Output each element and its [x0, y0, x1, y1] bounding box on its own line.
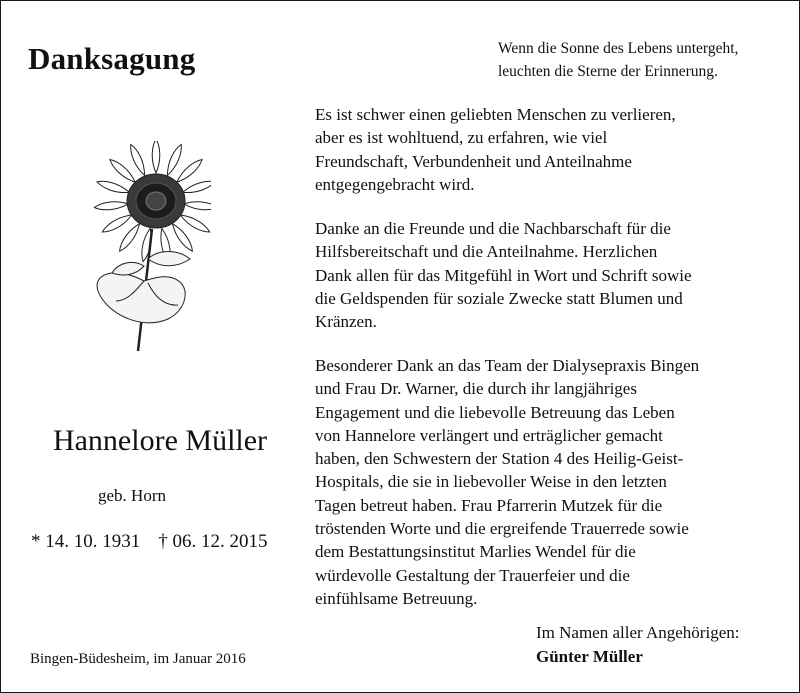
life-dates — [31, 531, 268, 553]
text-line: Hospitals, die sie in liebevoller Weise in den letzten — [315, 472, 667, 492]
text-line: Besonderer Dank an das Team der Dialysepraxis Bingen — [315, 356, 700, 375]
closing-line: Im Namen aller Angehörigen: — [536, 623, 740, 642]
text-line: dem Bestattungsinstitut Marlies Wendel für die — [315, 542, 636, 562]
text-line: haben, den Schwestern der Station 4 des Heilig-Geist- — [315, 449, 684, 469]
text-line: tröstenden Worte und die ergreifende Trauerrede sowie — [315, 519, 689, 539]
text-line: Danke an die Freunde und die Nachbarschaft für die — [315, 219, 671, 238]
birth-date: * 14. 10. 1931 — [31, 531, 141, 552]
motto-line: Wenn die Sonne des Lebens untergeht, — [498, 40, 739, 57]
paragraph-3 — [315, 354, 785, 610]
death-date: † 06. 12. 2015 — [158, 531, 268, 552]
motto — [498, 37, 788, 83]
text-line: Engagement und die liebevolle Betreuung das Leben — [315, 402, 675, 422]
text-line: Hilfsbereitschaft und die Anteilnahme. Herzlichen — [315, 242, 658, 262]
signature: Günter Müller — [536, 647, 643, 666]
closing — [536, 621, 739, 669]
text-line: würdevolle Gestaltung der Trauerfeier und die — [315, 565, 630, 585]
paragraph-1 — [315, 103, 785, 196]
text-line: Es ist schwer einen geliebten Menschen zu verlieren, — [315, 105, 676, 124]
birth-name: geb. Horn — [98, 486, 166, 505]
text-line: Tagen betreut haben. Frau Pfarrerin Mutzek für die — [315, 495, 663, 515]
text-line: und Frau Dr. Warner, die durch ihr langjähriges — [315, 379, 637, 399]
text-line: die Geldspenden für soziale Zwecke statt Blumen und — [315, 288, 683, 308]
motto-line: leuchten die Sterne der Erinnerung. — [498, 63, 718, 80]
place-date: Bingen-Büdesheim, im Januar 2016 — [30, 651, 246, 667]
text-line: entgegengebracht wird. — [315, 174, 475, 194]
text-line: von Hannelore verlängert und erträglicher gemacht — [315, 425, 663, 445]
heading: Danksagung — [28, 41, 196, 76]
text-line: Dank allen für das Mitgefühl in Wort und Schrift sowie — [315, 265, 692, 285]
text-line: aber es ist wohltuend, zu erfahren, wie viel — [315, 128, 608, 148]
sunflower-illustration — [86, 141, 211, 356]
text-line: Kränzen. — [315, 312, 377, 332]
paragraph-2 — [315, 217, 785, 333]
deceased-name: Hannelore Müller — [52, 424, 268, 457]
text-line: Freundschaft, Verbundenheit und Anteilnahme — [315, 151, 632, 171]
text-line: einfühlsame Betreuung. — [315, 588, 478, 608]
